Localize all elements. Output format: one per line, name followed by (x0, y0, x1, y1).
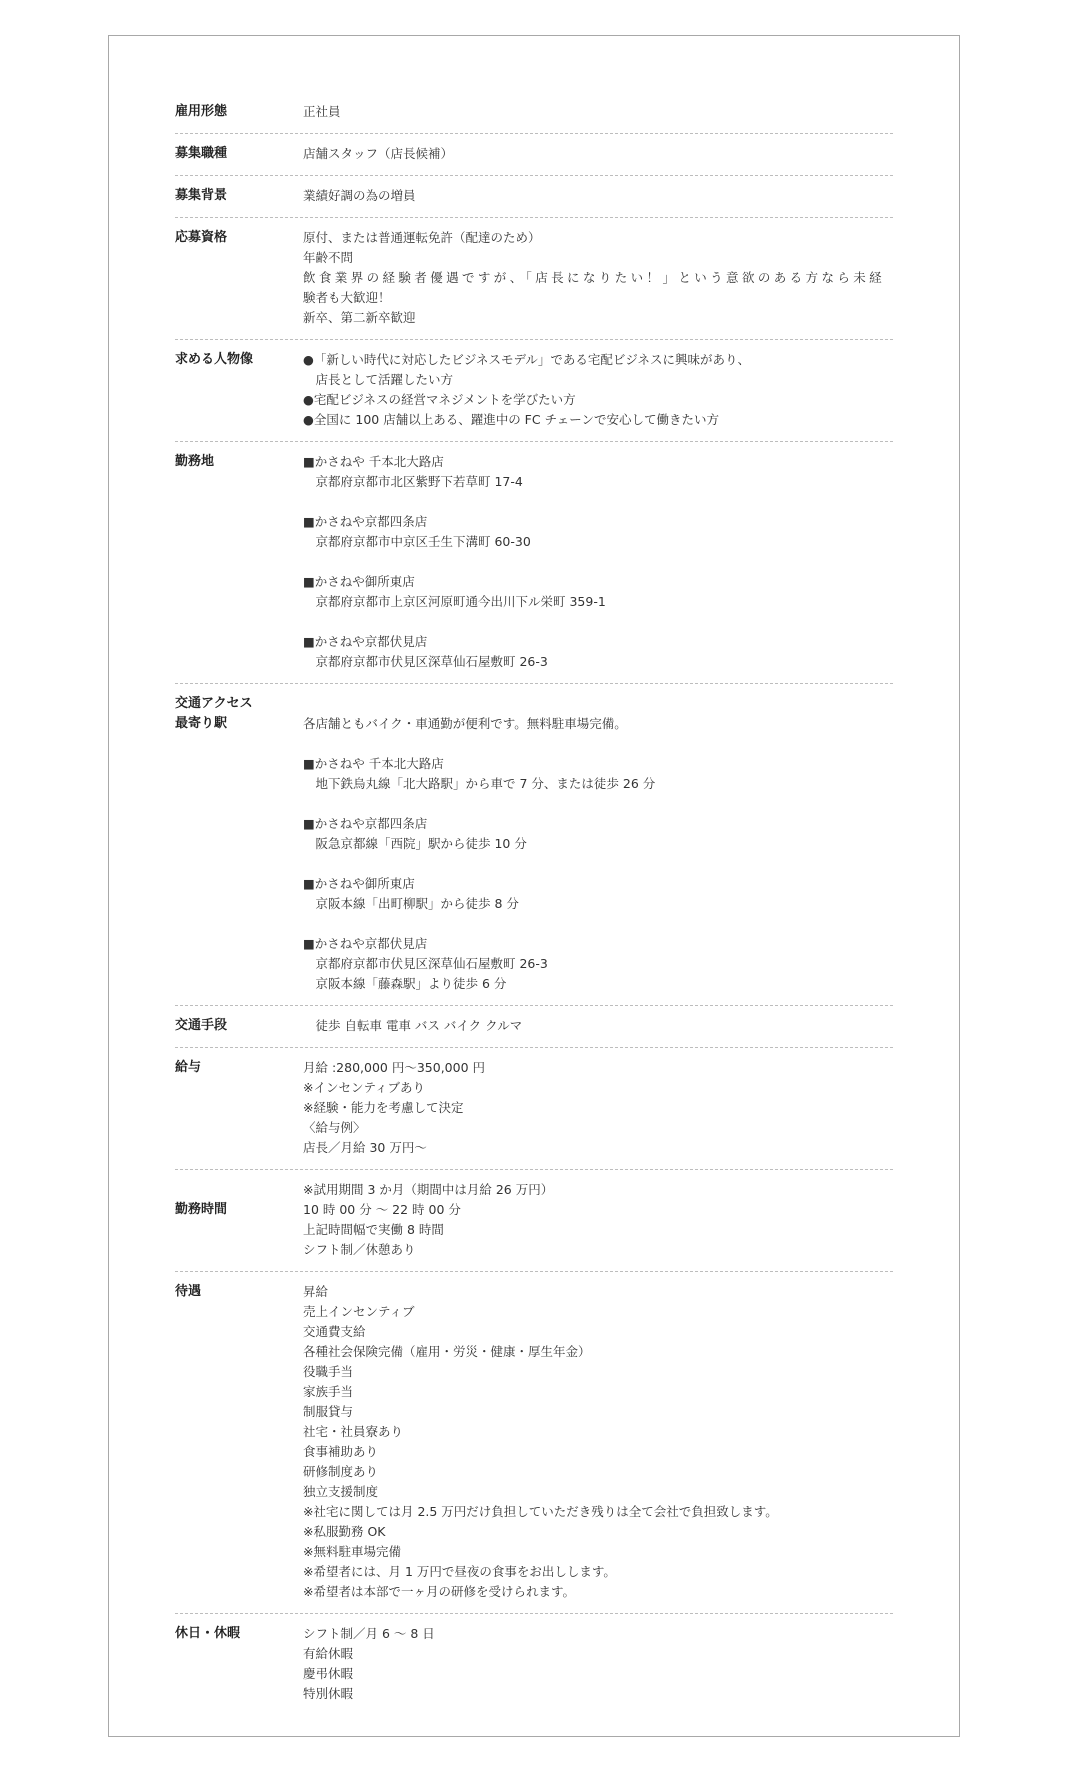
row-value (303, 452, 893, 672)
row-value (303, 1180, 893, 1260)
value-line: 阪急京都線「西院」駅から徒歩 10 分 (303, 836, 527, 851)
value-line: 京都府京都市上京区河原町通今出川下ル栄町 359-1 (303, 594, 606, 609)
label-text: 勤務時間 (175, 1202, 228, 1217)
job-details-table (175, 92, 893, 1715)
value-line: ※希望者は本部で一ヶ月の研修を受けられます。 (303, 1584, 575, 1599)
row-holidays (175, 1614, 893, 1715)
value-line: 慶弔休暇 (303, 1666, 354, 1681)
label-text: 募集職種 (175, 146, 228, 161)
value-line: 社宅・社員寮あり (303, 1424, 404, 1439)
value-line: ■かさねや京都伏見店 (303, 634, 428, 649)
value-line: 独立支援制度 (303, 1484, 379, 1499)
row-label (175, 1624, 303, 1704)
row-label (175, 694, 303, 994)
value-line: ●宅配ビジネスの経営マネジメントを学びたい方 (303, 392, 576, 407)
value-line: 京都府京都市北区紫野下若草町 17-4 (303, 474, 523, 489)
row-label (175, 144, 303, 164)
value-line: 特別休暇 (303, 1686, 354, 1701)
value-line: ※インセンティブあり (303, 1080, 425, 1095)
value-line: 京都府京都市中京区壬生下溝町 60-30 (303, 534, 531, 549)
label-text: 求める人物像 (175, 352, 254, 367)
label-text: 交通アクセス (175, 696, 253, 711)
value-line: 飲食業界の経験者優遇ですが、「店長になりたい！」という意欲のある方なら未経 (303, 270, 886, 285)
value-line: 正社員 (303, 104, 341, 119)
label-text: 休日・休暇 (175, 1626, 241, 1641)
row-background (175, 176, 893, 218)
value-line: ※私服勤務 OK (303, 1524, 386, 1539)
spacer-line (303, 492, 893, 512)
value-line: 10 時 00 分 〜 22 時 00 分 (303, 1202, 461, 1217)
value-line: 上記時間幅で実働 8 時間 (303, 1222, 444, 1237)
label-text: 雇用形態 (175, 104, 228, 119)
row-label (175, 228, 303, 328)
row-value (303, 694, 893, 994)
row-label (175, 1016, 303, 1036)
value-line: ●全国に 100 店舗以上ある、躍進中の FC チェーンで安心して働きたい方 (303, 412, 719, 427)
value-line: 各種社会保険完備（雇用・労災・健康・厚生年金） (303, 1344, 591, 1359)
value-line: ※経験・能力を考慮して決定 (303, 1100, 464, 1115)
value-line: ■かさねや 千本北大路店 (303, 756, 444, 771)
row-value (303, 228, 893, 328)
value-line: 店舗スタッフ（店長候補） (303, 146, 454, 161)
value-line: 制服貸与 (303, 1404, 354, 1419)
value-line: 月給 :280,000 円〜350,000 円 (303, 1060, 486, 1075)
row-value (303, 102, 893, 122)
row-value (303, 186, 893, 206)
row-value (303, 1016, 893, 1036)
row-salary (175, 1048, 893, 1170)
value-line: 昇給 (303, 1284, 329, 1299)
label-text: 最寄り駅 (175, 716, 228, 731)
row-value (303, 1058, 893, 1158)
row-label (175, 1282, 303, 1602)
row-employment-type (175, 92, 893, 134)
value-line: 年齢不問 (303, 250, 354, 265)
value-line: 京都府京都市伏見区深草仙石屋敷町 26-3 (303, 956, 548, 971)
row-label (175, 1058, 303, 1158)
label-text (175, 1180, 303, 1200)
value-line: ※社宅に関しては月 2.5 万円だけ負担していただき残りは全て会社で負担致します。 (303, 1504, 778, 1519)
row-qualifications (175, 218, 893, 340)
row-label (175, 452, 303, 672)
value-line: ■かさねや御所東店 (303, 574, 415, 589)
value-line: 業績好調の為の増員 (303, 188, 416, 203)
row-work-location (175, 442, 893, 684)
value-line: シフト制／休憩あり (303, 1242, 416, 1257)
value-line: 新卒、第二新卒歓迎 (303, 310, 416, 325)
spacer-line (303, 694, 893, 714)
value-line: 京都府京都市伏見区深草仙石屋敷町 26-3 (303, 654, 548, 669)
row-value (303, 350, 893, 430)
value-line: 店長として活躍したい方 (303, 372, 454, 387)
value-line: 売上インセンティブ (303, 1304, 415, 1319)
label-text: 給与 (175, 1060, 202, 1075)
value-line: 原付、または普通運転免許（配達のため） (303, 230, 541, 245)
value-line: 有給休暇 (303, 1646, 354, 1661)
value-line: 家族手当 (303, 1384, 354, 1399)
spacer-line (303, 552, 893, 572)
row-label (175, 350, 303, 430)
spacer-line (303, 612, 893, 632)
value-line: 〈給与例〉 (303, 1120, 366, 1135)
row-value (303, 144, 893, 164)
row-label (175, 1180, 303, 1260)
label-text: 募集背景 (175, 188, 228, 203)
spacer-line (303, 734, 893, 754)
value-line: 交通費支給 (303, 1324, 366, 1339)
value-line: ■かさねや京都伏見店 (303, 936, 428, 951)
row-working-hours (175, 1170, 893, 1272)
label-text: 待遇 (175, 1284, 202, 1299)
row-transport (175, 1006, 893, 1048)
value-line: ※希望者には、月 1 万円で昼夜の食事をお出しします。 (303, 1564, 616, 1579)
value-line: ※無料駐車場完備 (303, 1544, 401, 1559)
value-line: 地下鉄烏丸線「北大路駅」から車で 7 分、または徒歩 26 分 (303, 776, 656, 791)
value-line: 研修制度あり (303, 1464, 379, 1479)
value-line: シフト制／月 6 〜 8 日 (303, 1626, 435, 1641)
label-text: 勤務地 (175, 454, 215, 469)
value-line: 店長／月給 30 万円〜 (303, 1140, 427, 1155)
row-value (303, 1624, 893, 1704)
label-text: 交通手段 (175, 1018, 228, 1033)
value-line: 役職手当 (303, 1364, 354, 1379)
spacer-line (303, 794, 893, 814)
value-line: ■かさねや京都四条店 (303, 816, 428, 831)
value-line: 各店舗ともバイク・車通勤が便利です。無料駐車場完備。 (303, 716, 627, 731)
row-value (303, 1282, 893, 1602)
value-line: ●「新しい時代に対応したビジネスモデル」である宅配ビジネスに興味があり、 (303, 352, 751, 367)
spacer-line (303, 914, 893, 934)
row-position (175, 134, 893, 176)
value-line: ■かさねや京都四条店 (303, 514, 428, 529)
row-ideal-candidate (175, 340, 893, 442)
value-line: 京阪本線「出町柳駅」から徒歩 8 分 (303, 896, 519, 911)
value-line: 験者も大歓迎！ (303, 290, 391, 305)
row-label (175, 102, 303, 122)
value-line: 徒歩 自転車 電車 バス バイク クルマ (303, 1018, 523, 1033)
value-line: ※試用期間 3 か月（期間中は月給 26 万円） (303, 1182, 554, 1197)
value-line: ■かさねや御所東店 (303, 876, 415, 891)
label-text: 応募資格 (175, 230, 228, 245)
value-line: 京阪本線「藤森駅」より徒歩 6 分 (303, 976, 507, 991)
row-access (175, 684, 893, 1006)
row-label (175, 186, 303, 206)
spacer-line (303, 854, 893, 874)
job-details-frame (108, 35, 960, 1737)
row-benefits (175, 1272, 893, 1614)
value-line: ■かさねや 千本北大路店 (303, 454, 444, 469)
value-line: 食事補助あり (303, 1444, 379, 1459)
